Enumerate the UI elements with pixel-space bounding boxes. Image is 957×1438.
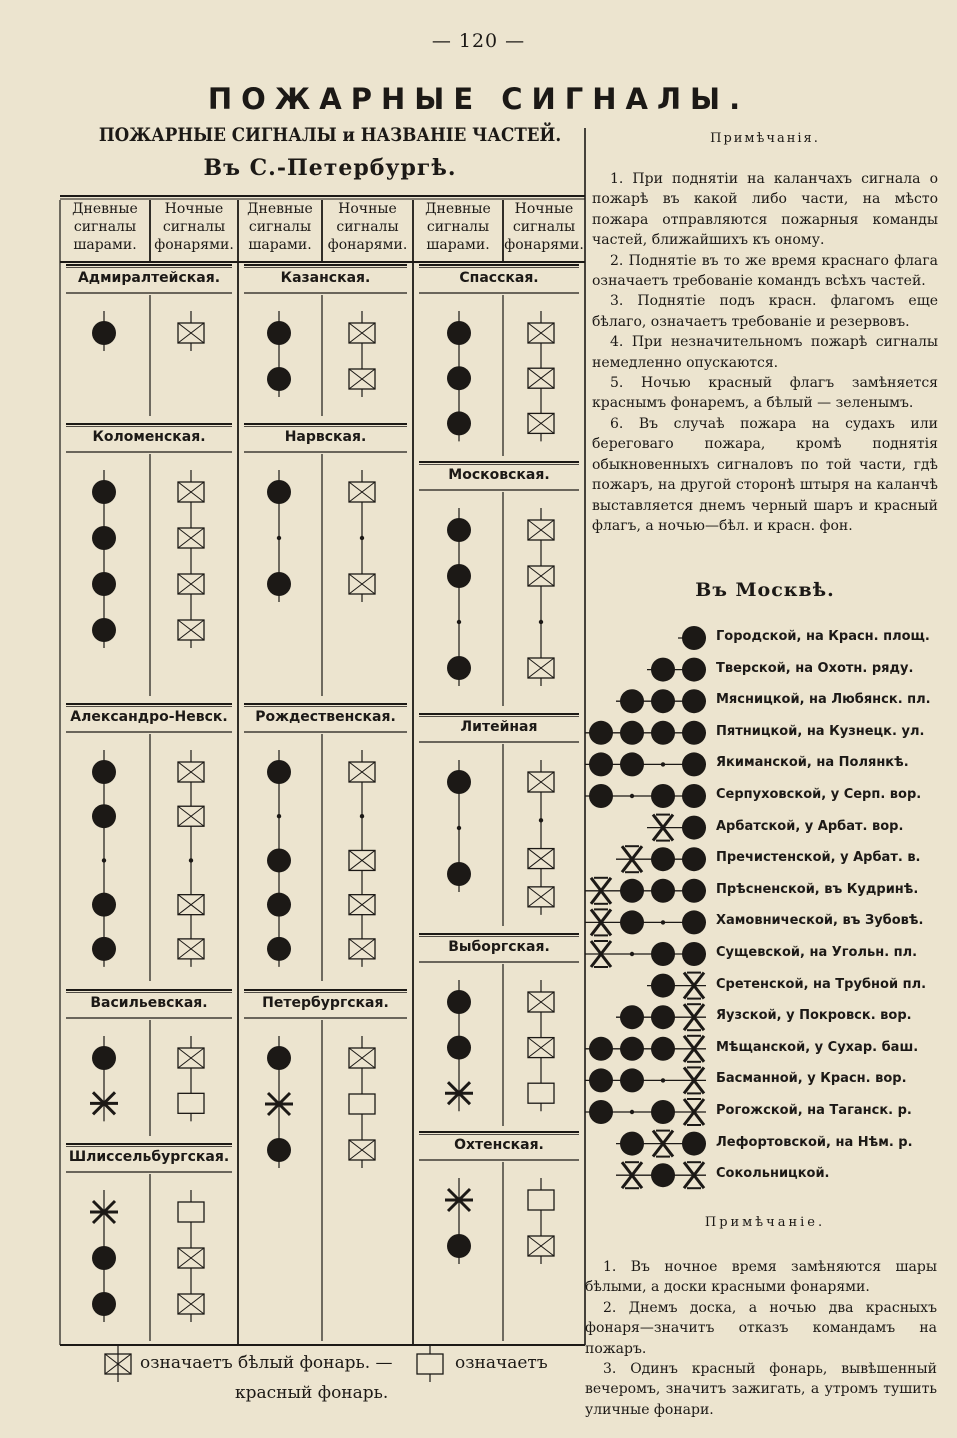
night-column-header: Ночные сигналы фонарями. xyxy=(154,201,234,253)
moscow-heading: Въ Москвѣ. xyxy=(695,579,835,601)
black-ball xyxy=(620,910,644,934)
moscow-part-label: Пятницкой, на Кузнецк. ул. xyxy=(716,723,925,739)
black-ball xyxy=(267,367,291,391)
black-ball xyxy=(447,990,471,1014)
night-column-header: Ночные сигналы фонарями. xyxy=(327,201,408,253)
part-name: Шлиссельбургская. xyxy=(68,1149,230,1165)
black-ball xyxy=(620,1037,644,1061)
mast-dot xyxy=(102,858,106,862)
mast-dot xyxy=(630,952,634,956)
notes2-list xyxy=(585,1257,937,1420)
black-ball xyxy=(682,784,706,808)
page-number: — 120 — xyxy=(431,30,526,52)
day-column-header: Дневные сигналы шарами. xyxy=(72,201,138,253)
part-name: Спасская. xyxy=(459,270,539,286)
note-paragraph: 1. При поднятiи на каланчахъ сигнала о пожарѣ въ какой либо части, на мѣсто пожара отправляются пожарныя команды частей, ближайшихъ къ оному. xyxy=(592,171,938,249)
notes-list xyxy=(592,169,938,536)
black-ball xyxy=(447,366,471,390)
black-ball xyxy=(651,721,675,745)
black-ball xyxy=(589,721,613,745)
black-ball xyxy=(620,1068,644,1092)
part-name: Адмиралтейская. xyxy=(77,270,221,286)
note-paragraph: 4. При незначительномъ пожарѣ сигналы немедленно опускаются. xyxy=(592,334,938,371)
note-paragraph: 6. Въ случаѣ пожара на судахъ или береговаго пожара, кромѣ поднятiя обыкновенныхъ сигналовъ по той части, гдѣ пожаръ, на другой сторонѣ штыря на каланчѣ выставляется днемъ черный шаръ и красный флагъ, а ночью—бѣл. и красн. фон. xyxy=(592,415,938,534)
black-ball xyxy=(651,1100,675,1124)
black-ball xyxy=(620,689,644,713)
black-ball xyxy=(92,893,116,917)
black-ball xyxy=(651,1163,675,1187)
note-paragraph: 5. Ночью красный флагъ замѣняется краснымъ фонаремъ, а бѣлый — зеленымъ. xyxy=(592,375,938,412)
black-ball xyxy=(447,321,471,345)
section-subtitle: ПОЖАРНЫЕ СИГНАЛЫ и НАЗВАНIЕ ЧАСТЕЙ. xyxy=(98,124,562,146)
black-ball xyxy=(267,480,291,504)
note2-paragraph: 3. Одинъ красный фонарь, вывѣшенный вечеромъ, значитъ зажигать, а утромъ тушить уличные фонари. xyxy=(585,1361,937,1418)
part-name: Васильевская. xyxy=(90,995,208,1011)
mast-dot xyxy=(360,536,364,540)
black-ball xyxy=(589,784,613,808)
note2-paragraph: 2. Днемъ доска, а ночью два красныхъ фонаря—значитъ отказъ командамъ на пожаръ. xyxy=(585,1299,937,1357)
part-name: Нарвская. xyxy=(284,429,367,445)
black-ball xyxy=(651,879,675,903)
black-ball xyxy=(92,1292,116,1316)
black-ball xyxy=(682,658,706,682)
black-ball xyxy=(682,752,706,776)
black-ball xyxy=(682,626,706,650)
moscow-part-label: Городской, на Красн. площ. xyxy=(716,629,930,644)
moscow-part-label: Арбатской, у Арбат. вор. xyxy=(716,818,904,834)
mast-dot xyxy=(539,818,543,822)
black-ball xyxy=(682,942,706,966)
mast-dot xyxy=(661,920,665,924)
black-ball xyxy=(682,910,706,934)
part-name: Рождественская. xyxy=(255,709,396,725)
part-name: Александро-Невск. xyxy=(70,709,228,725)
black-ball xyxy=(447,411,471,435)
mast-dot xyxy=(539,620,543,624)
legend-white-text: означаетъ бѣлый фонарь. — xyxy=(140,1353,393,1373)
mast-dot xyxy=(457,620,461,624)
black-ball xyxy=(651,1005,675,1029)
red-lantern xyxy=(528,1190,554,1210)
moscow-part-label: Сокольницкой. xyxy=(716,1166,830,1182)
black-ball xyxy=(682,689,706,713)
black-ball xyxy=(589,752,613,776)
moscow-part-label: Прѣсненской, въ Кудринѣ. xyxy=(716,881,919,897)
moscow-part-label: Мясницкой, на Любянск. пл. xyxy=(716,692,931,708)
moscow-part-label: Лефортовской, на Нѣм. р. xyxy=(716,1134,913,1150)
mast-dot xyxy=(360,814,364,818)
black-ball xyxy=(589,1037,613,1061)
black-ball xyxy=(620,721,644,745)
black-ball xyxy=(92,1046,116,1070)
black-ball xyxy=(92,937,116,961)
black-ball xyxy=(92,804,116,828)
mast-dot xyxy=(661,1078,665,1082)
notes-heading: Примѣчанiя. xyxy=(710,131,820,146)
red-lantern xyxy=(178,1093,204,1113)
black-ball xyxy=(92,760,116,784)
black-ball xyxy=(682,1132,706,1156)
moscow-part-label: Сретенской, на Трубной пл. xyxy=(716,976,927,992)
spb-heading: Въ С.-Петербургѣ. xyxy=(203,155,457,181)
black-ball xyxy=(267,937,291,961)
black-ball xyxy=(447,770,471,794)
legend-red-lantern-icon xyxy=(417,1354,443,1374)
part-name: Казанская. xyxy=(280,270,371,286)
note2-paragraph: 1. Въ ночное время замѣняются шары бѣлыми, а доски красными фонарями. xyxy=(585,1259,937,1296)
part-name: Коломенская. xyxy=(92,429,206,445)
part-name: Петербургская. xyxy=(262,995,389,1011)
part-name: Литейная xyxy=(460,719,538,735)
black-ball xyxy=(447,656,471,680)
black-ball xyxy=(267,893,291,917)
black-ball xyxy=(620,879,644,903)
note2-heading: Примѣчанiе. xyxy=(704,1215,826,1230)
black-ball xyxy=(651,847,675,871)
moscow-part-label: Басманной, у Красн. вор. xyxy=(716,1071,907,1087)
black-ball xyxy=(651,1037,675,1061)
page-title: ПОЖАРНЫЕ СИГНАЛЫ. xyxy=(207,82,750,116)
moscow-part-label: Яузской, у Покровск. вор. xyxy=(716,1008,912,1024)
red-lantern xyxy=(528,1083,554,1103)
red-lantern xyxy=(178,1202,204,1222)
black-ball xyxy=(589,1068,613,1092)
mast-dot xyxy=(277,536,281,540)
black-ball xyxy=(620,752,644,776)
black-ball xyxy=(92,480,116,504)
black-ball xyxy=(92,572,116,596)
legend-red-text-2: красный фонарь. xyxy=(235,1383,389,1403)
mast-dot xyxy=(661,762,665,766)
black-ball xyxy=(447,564,471,588)
black-ball xyxy=(92,526,116,550)
black-ball xyxy=(447,518,471,542)
part-name: Выборгская. xyxy=(448,939,550,955)
legend-red-text: означаетъ xyxy=(455,1353,548,1373)
black-ball xyxy=(651,974,675,998)
note-paragraph: 2. Поднятiе въ то же время краснаго флага означаетъ требованiе командъ всѣхъ частей. xyxy=(592,252,938,290)
moscow-part-label: Сущевской, на Угольн. пл. xyxy=(716,945,918,960)
part-name: Охтенская. xyxy=(454,1137,544,1153)
black-ball xyxy=(267,760,291,784)
mast-dot xyxy=(630,1110,634,1114)
black-ball xyxy=(267,848,291,872)
moscow-part-label: Пречистенской, у Арбат. в. xyxy=(716,850,921,866)
red-lantern xyxy=(349,1094,375,1114)
black-ball xyxy=(682,847,706,871)
black-ball xyxy=(447,1036,471,1060)
moscow-part-label: Тверской, на Охотн. ряду. xyxy=(716,660,914,676)
moscow-part-label: Рогожской, на Таганск. р. xyxy=(716,1103,912,1118)
mast-dot xyxy=(189,858,193,862)
part-name: Московская. xyxy=(448,467,550,483)
black-ball xyxy=(651,942,675,966)
black-ball xyxy=(267,572,291,596)
moscow-part-label: Якиманской, на Полянкѣ. xyxy=(716,755,909,771)
black-ball xyxy=(682,816,706,840)
note-paragraph: 3. Поднятiе подъ красн. флагомъ еще бѣлаго, означаетъ требованiе и резервовъ. xyxy=(592,293,938,330)
black-ball xyxy=(447,1234,471,1258)
black-ball xyxy=(651,784,675,808)
mast-dot xyxy=(630,794,634,798)
mast-dot xyxy=(457,826,461,830)
black-ball xyxy=(92,1246,116,1270)
black-ball xyxy=(267,1138,291,1162)
night-column-header: Ночные сигналы фонарями. xyxy=(504,201,584,253)
moscow-part-label: Мѣщанской, у Сухар. баш. xyxy=(716,1039,919,1055)
black-ball xyxy=(651,658,675,682)
black-ball xyxy=(620,1005,644,1029)
black-ball xyxy=(682,721,706,745)
black-ball xyxy=(620,1132,644,1156)
black-ball xyxy=(92,618,116,642)
moscow-part-label: Хамовнической, въ Зубовѣ. xyxy=(716,913,924,929)
black-ball xyxy=(651,689,675,713)
day-column-header: Дневные сигналы шарами. xyxy=(247,201,313,253)
black-ball xyxy=(682,879,706,903)
black-ball xyxy=(589,1100,613,1124)
day-column-header: Дневные сигналы шарами. xyxy=(425,201,491,253)
moscow-part-label: Серпуховской, у Серп. вор. xyxy=(716,787,922,802)
black-ball xyxy=(447,862,471,886)
black-ball xyxy=(92,321,116,345)
black-ball xyxy=(267,321,291,345)
black-ball xyxy=(267,1046,291,1070)
mast-dot xyxy=(277,814,281,818)
